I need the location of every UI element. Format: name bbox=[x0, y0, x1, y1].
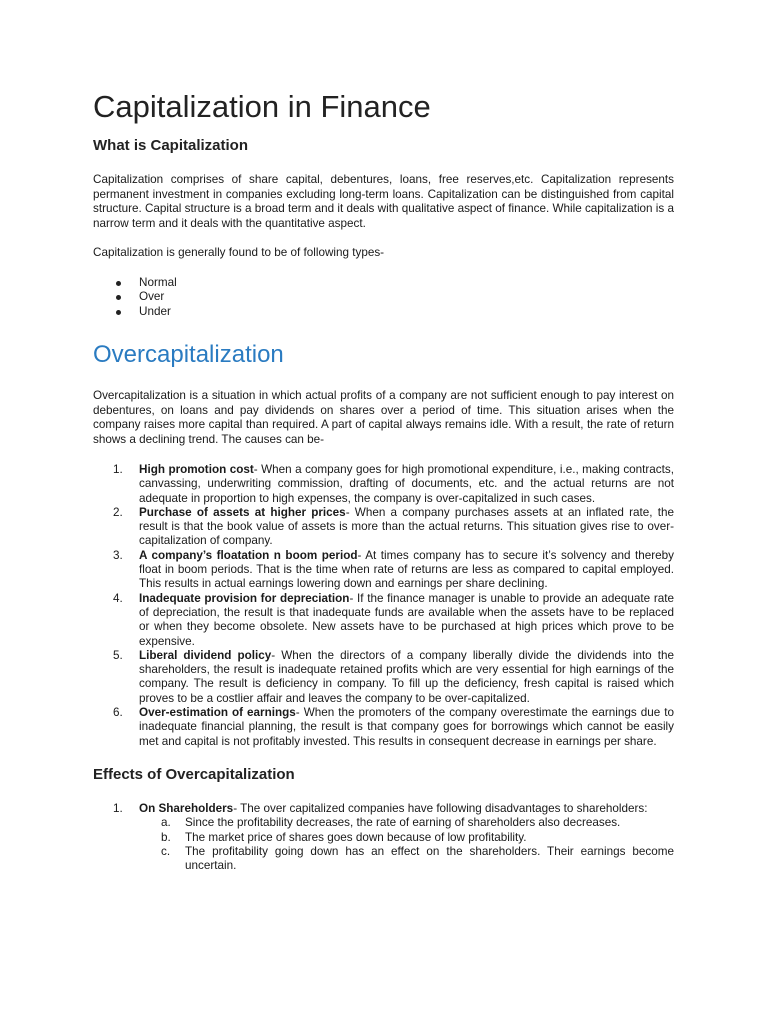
list-item: 3. A company’s floatation n boom period- At times company has to secure it’s solvency and thereby float in boom periods. That is the time when rate of returns are less as compared to capital employed. This results in actual earnings lowering down and earnings per share declining. bbox=[113, 548, 674, 591]
cause-term: High promotion cost bbox=[139, 463, 254, 476]
list-item: 2. Purchase of assets at higher prices- When a company purchases assets at an inflated rate, the result is that the book value of assets is more than the actual returns. This situation gives rise to over-capitalization of company. bbox=[113, 505, 674, 548]
causes-list bbox=[93, 463, 674, 749]
intro-paragraph: Capitalization comprises of share capital, debentures, loans, free reserves,etc. Capitalization represents permanent investment in companies excluding long-term loans. Capitalization can be distinguished from capital structure. Capital structure is a broad term and it deals with qualitative aspect of finance. While capitalization is a narrow term and it deals with the quantitative aspect. bbox=[93, 173, 674, 230]
bullet-icon bbox=[116, 310, 121, 315]
bullet-icon bbox=[116, 295, 121, 300]
cause-term: Over-estimation of earnings bbox=[139, 706, 296, 720]
list-item: b. The market price of shares goes down because of low profitability. bbox=[161, 830, 527, 844]
effects-sub-list bbox=[93, 816, 674, 873]
types-list bbox=[93, 276, 674, 320]
cause-term: Inadequate provision for depreciation bbox=[139, 591, 350, 605]
overcapitalization-heading: Overcapitalization bbox=[93, 341, 284, 368]
bullet-icon bbox=[116, 281, 121, 286]
effects-list bbox=[93, 802, 674, 816]
list-item: 5. Liberal dividend policy- When the directors of a company liberally divide the dividends into the shareholders, the result is inadequate retained profits which are very essential for high earnings of the company. The result is deficiency in company. To fill up the deficiency, fresh capital is raised which proves to be a costlier affair and leaves the company to be over-capitalized. bbox=[113, 648, 674, 705]
list-item: Over bbox=[93, 290, 674, 305]
types-intro: Capitalization is generally found to be of following types- bbox=[93, 246, 385, 259]
document-content bbox=[93, 86, 674, 873]
list-item: Under bbox=[93, 305, 674, 320]
effects-heading: Effects of Overcapitalization bbox=[93, 765, 295, 783]
cause-term: A company’s floatation n boom period bbox=[139, 548, 358, 562]
overcapitalization-paragraph: Overcapitalization is a situation in which actual profits of a company are not sufficient enough to pay interest on debentures, on loans and pay dividends on shares over a period of time. This situation arises when the company raises more capital than required. A part of capital always remains idle. With a result, the rate of return shows a declining trend. The causes can be- bbox=[93, 389, 674, 446]
list-item: a. Since the profitability decreases, the rate of earning of shareholders also decreases. bbox=[161, 816, 621, 830]
list-item: 4. Inadequate provision for depreciation- If the finance manager is unable to provide an adequate rate of depreciation, the result is that inadequate funds are available when the assets have to be replaced or when they become obsolete. New assets have to be purchased at high prices which prove to be expensive. bbox=[113, 591, 675, 648]
cause-term: Liberal dividend policy bbox=[139, 648, 272, 662]
list-item: Normal bbox=[93, 276, 674, 291]
list-item: 1. On Shareholders- The over capitalized companies have following disadvantages to shareholders: bbox=[113, 801, 648, 815]
page-title: Capitalization in Finance bbox=[93, 89, 431, 124]
list-item: 6. Over-estimation of earnings- When the promoters of the company overestimate the earnings due to inadequate financial planning, the result is that company goes for borrowings which cannot be easily met and capital is not profitably invested. This results in consequent decrease in earnings per share. bbox=[113, 706, 674, 748]
effect-term: On Shareholders bbox=[139, 801, 234, 815]
list-item: c. The profitability going down has an effect on the shareholders. Their earnings become uncertain. bbox=[161, 844, 674, 873]
what-heading: What is Capitalization bbox=[93, 137, 249, 154]
list-item: 1. High promotion cost- When a company goes for high promotional expenditure, i.e., making contracts, canvassing, underwriting commission, drafting of documents, etc. and the actual returns are not adequate in proportion to high expenses, the company is over-capitalized in such cases. bbox=[113, 463, 674, 505]
cause-term: Purchase of assets at higher prices bbox=[139, 505, 346, 519]
